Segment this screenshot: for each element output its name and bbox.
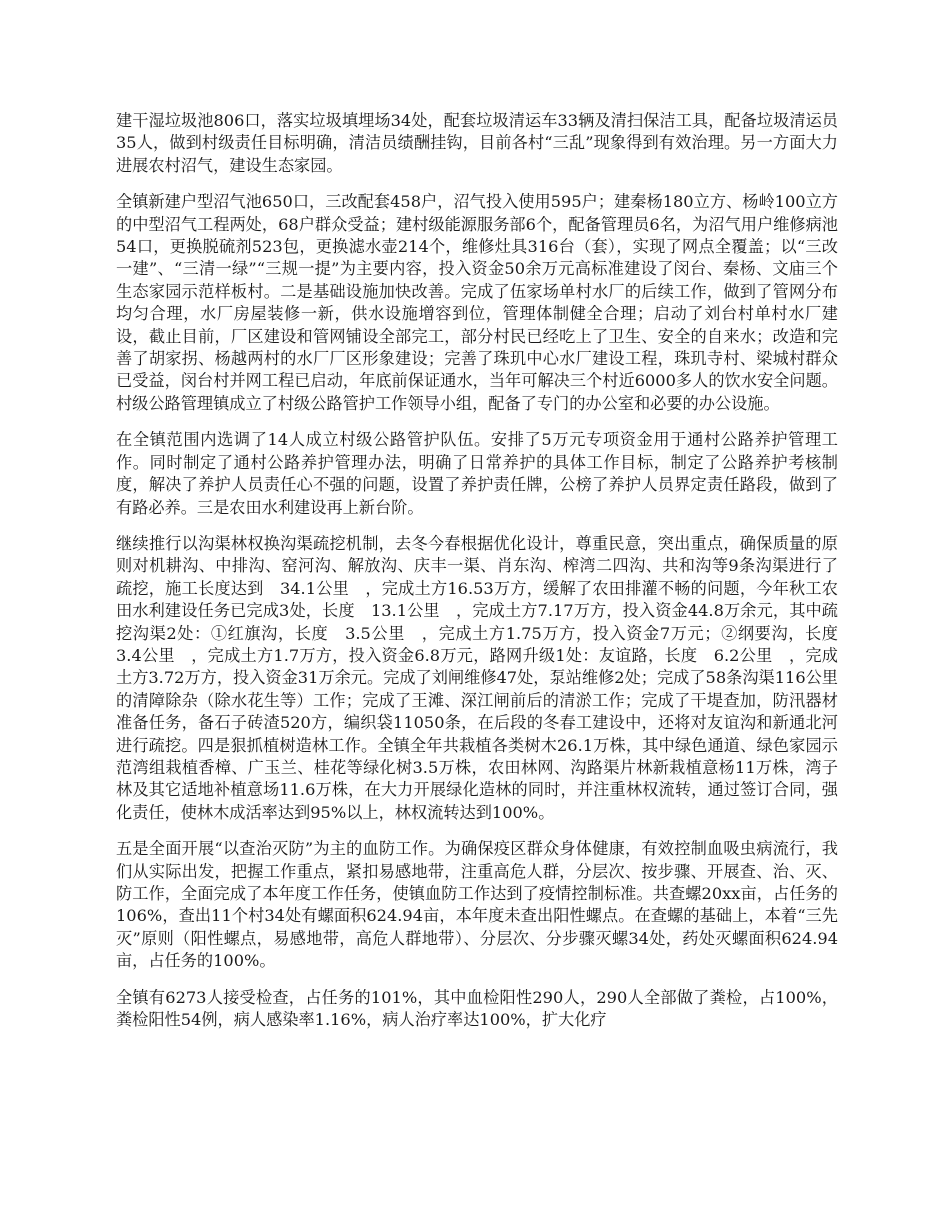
paragraph-3: 在全镇范围内选调了14人成立村级公路管护队伍。安排了5万元专项资金用于通村公路养护管理工作。同时制定了通村公路养护管理办法，明确了日常养护的具体工作目标，制定了公路养护考核制度，解决了养护人员责任心不强的问题，设置了养护责任牌，公榜了养护人员界定责任路段，做到了有路必养。三是农田水利建设再上新台阶。 [116, 430, 838, 517]
paragraph-6: 全镇有6273人接受检查，占任务的101%，其中血检阳性290人，290人全部做了粪检，占100%，粪检阳性54例，病人感染率1.16%，病人治疗率达100%，扩大化疗 [116, 987, 838, 1030]
paragraph-2: 全镇新建户型沼气池650口，三改配套458户，沼气投入使用595户；建秦杨180立方、杨岭100立方的中型沼气工程两处，68户群众受益；建村级能源服务部6个，配备管理员6名，为沼气用户维修病池54口，更换脱硫剂523包，更换滤水壶214个，维修灶具316台（套），实现了网点全覆盖；以“三改一建”、“三清一绿”“三规一提”为主要内容，投入资金50余万元高标准建设了闵台、秦杨、文庙三个生态家园示范样板村。二是基础设施加快改善。完成了伍家场单村水厂的后续工作，做到了管网分布均匀合理，水厂房屋装修一新，供水设施增容到位，管理体制健全合理；启动了刘台村单村水厂建设，截止目前，厂区建设和管网铺设全部完工，部分村民已经吃上了卫生、安全的自来水；改造和完善了胡家拐、杨越两村的水厂厂区形象建设；完善了珠玑中心水厂建设工程，珠玑寺村、梁城村群众已受益，闵台村并网工程已启动，年底前保证通水，当年可解决三个村近6000多人的饮水安全问题。村级公路管理镇成立了村级公路管护工作领导小组，配备了专门的办公室和必要的办公设施。 [116, 192, 838, 413]
paragraph-4: 继续推行以沟渠林权换沟渠疏挖机制，去冬今春根据优化设计，尊重民意，突出重点，确保质量的原则对机耕沟、中排沟、窑河沟、解放沟、庆丰一渠、肖东沟、榨湾二四沟、共和沟等9条沟渠进行了疏挖，施工长度达到 34.1公里 ，完成土方16.53万方，缓解了农田排灌不畅的问题，今年秋工农田水利建设任务已完成3处，长度 13.1公里 ，完成土方7.17万方，投入资金44.8万余元，其中疏挖沟渠2处：①红旗沟，长度 3.5公里 ，完成土方1.75万方，投入资金7万元；②纲要沟，长度 3.4公里 ，完成土方1.7万方，投入资金6.8万元，路网升级1处：友谊路，长度 6.2公里 ，完成土方3.72万方，投入资金31万余元。完成了刘闸维修47处，泵站维修2处；完成了58条沟渠116公里 的清障除杂（除水花生等）工作；完成了王滩、深江闸前后的清淤工作；完成了干堤查加，防汛器材准备任务，备石子砖渣520方，编织袋11050条，在后段的冬春工建设中，还将对友谊沟和新通北河进行疏挖。四是狠抓植树造林工作。全镇全年共栽植各类树木26.1万株，其中绿色通道、绿色家园示范湾组栽植香樟、广玉兰、桂花等绿化树3.5万株，农田林网、沟路渠片林新栽植意杨11万株，湾子林及其它适地补植意场11.6万株，在大力开展绿化造林的同时，并注重林权流转，通过签订合同，强化责任，使林木成活率达到95%以上，林权流转达到100%。 [116, 533, 855, 822]
document-body [116, 110, 855, 1045]
paragraph-1: 建干湿垃圾池806口，落实垃圾填埋场34处，配套垃圾清运车33辆及清扫保洁工具，配备垃圾清运员35人，做到村级责任目标明确，清洁员绩酬挂钩，目前各村“三乱”现象得到有效治理。另一方面大力进展农村沼气，建设生态家园。 [116, 111, 838, 175]
paragraph-5: 五是全面开展“以查治灭防”为主的血防工作。为确保疫区群众身体健康，有效控制血吸虫病流行，我们从实际出发，把握工作重点，紧扣易感地带，注重高危人群，分层次、按步骤、开展查、治、灭、防工作，全面完成了本年度工作任务，使镇血防工作达到了疫情控制标准。共查螺20xx亩，占任务的106%，查出11个村34处有螺面积624.94亩，本年度未查出阳性螺点。在查螺的基础上，本着“三先灭”原则（阳性螺点，易感地带，高危人群地带）、分层次、分步骤灭螺34处，药处灭螺面积624.94亩，占任务的100%。 [116, 839, 838, 971]
